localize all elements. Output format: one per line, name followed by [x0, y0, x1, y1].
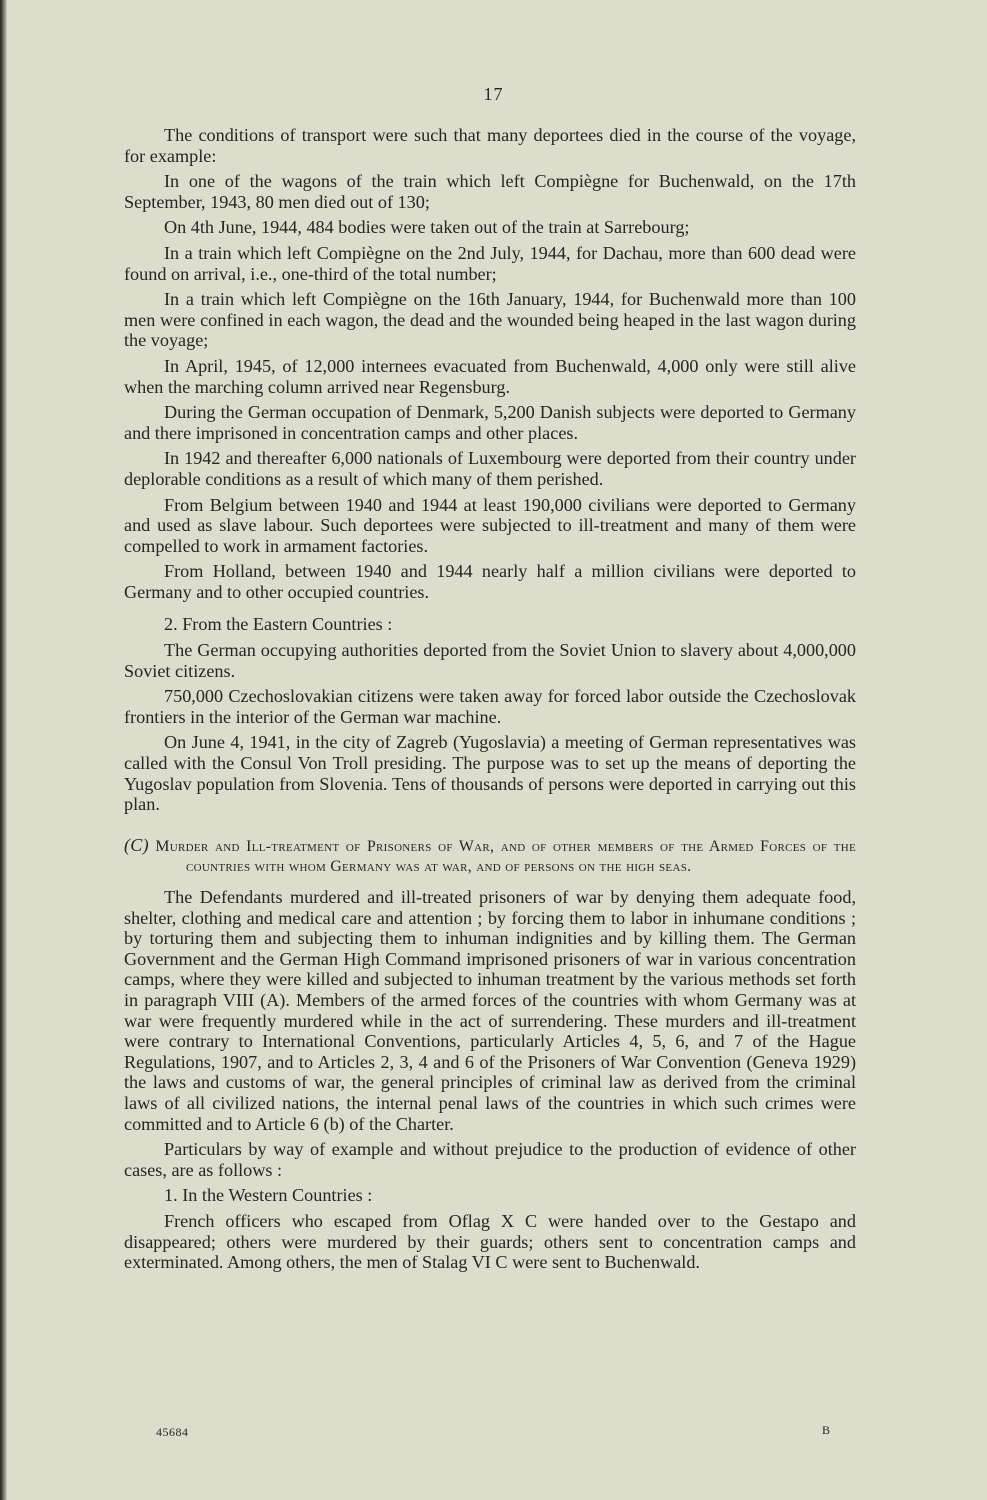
paragraph-belgium: From Belgium between 1940 and 1944 at least 190,000 civilians were deported to Germany and used as slave labour. Such deportees were subjected to ill-treatment and many of them were compelled to work in armament factories. — [124, 494, 856, 556]
paragraph-dachau: In a train which left Compiègne on the 2nd July, 1944, for Dachau, more than 600 dead were found on arrival, i.e., one-third of the total number; — [124, 242, 856, 284]
page-number: 17 — [483, 84, 504, 104]
paragraph-zagreb: On June 4, 1941, in the city of Zagreb (Yugoslavia) a meeting of German representatives was called with the Consul Von Troll presiding. The purpose was to set up the means of deporting the Yugoslav population from Slovenia. Tens of thousands of persons were deported in carrying out this plan. — [124, 732, 856, 815]
paragraph-luxembourg: In 1942 and thereafter 6,000 nationals of Luxembourg were deported from their country under deplorable conditions as a result of which many of them perished. — [124, 448, 856, 489]
paragraph-czechoslovakia: 750,000 Czechoslovakian citizens were taken away for forced labor outside the Czechoslovak frontiers in the interior of the German war machine. — [124, 686, 856, 727]
section-heading-text: Murder and Ill-treatment of Prisoners of War, and of other members of the Armed Forces of the countries with whom Germany was at war, and of persons on the high seas. — [155, 837, 857, 876]
paragraph-particulars: Particulars by way of example and without prejudice to the production of evidence of other cases, are as follows : — [124, 1139, 856, 1180]
paragraph-denmark: During the German occupation of Denmark, 5,200 Danish subjects were deported to Germany and there imprisoned in concentration camps and other places. — [124, 402, 856, 443]
paragraph-transport-conditions: The conditions of transport were such that many deportees died in the course of the voyage, for example: — [124, 125, 856, 166]
paragraph-soviet-union: The German occupying authorities deported from the Soviet Union to slavery about 4,000,000 Soviet citizens. — [124, 640, 856, 681]
paragraph-regensburg: In April, 1945, of 12,000 internees evacuated from Buchenwald, 4,000 only were still alive when the marching column arrived near Regensburg. — [124, 355, 856, 397]
paragraph-sarrebourg: On 4th June, 1944, 484 bodies were taken out of the train at Sarrebourg; — [164, 217, 690, 238]
footer-signature-mark: B — [822, 1423, 831, 1437]
subheading-eastern-countries: 2. From the Eastern Countries : — [164, 614, 393, 635]
page-edge-shadow — [0, 0, 7, 1500]
page-body — [124, 125, 856, 1278]
subheading-western-countries: 1. In the Western Countries : — [164, 1185, 373, 1206]
paragraph-holland: From Holland, between 1940 and 1944 nearly half a million civilians were deported to Germany and to other occupied countries. — [124, 561, 856, 602]
paragraph-defendants-murdered: The Defendants murdered and ill-treated prisoners of war by denying them adequate food, shelter, clothing and medical care and attention ; by forcing them to labor in inhumane conditions ; by torturing them and subjecting them to inhuman indignities and by killing them. The German Government and the German High Command imprisoned prisoners of war in various concentration camps, where they were killed and subjected to inhuman treatment by the various methods set forth in paragraph VIII (A). Members of the armed forces of the countries with whom Germany was at war were frequently murdered while in the act of surrendering. These murders and ill-treatment were contrary to International Conventions, particularly Articles 4, 5, 6, and 7 of the Hague Regulations, 1907, and to Articles 2, 3, 4 and 6 of the Prisoners of War Convention (Geneva 1929) the laws and customs of war, the general principles of criminal law as derived from the criminal laws of all civilized nations, the internal penal laws of the countries in which such crimes were committed and to Article 6 (b) of the Charter. — [124, 887, 856, 1134]
section-letter: (C) — [124, 834, 149, 855]
footer-print-code: 45684 — [156, 1425, 189, 1439]
paragraph-compiegne-1943: In one of the wagons of the train which left Compiègne for Buchenwald, on the 17th September, 1943, 80 men died out of 130; — [124, 171, 856, 212]
section-heading-c — [124, 835, 856, 878]
paragraph-compiegne-1944: In a train which left Compiègne on the 16th January, 1944, for Buchenwald more than 100 men were confined in each wagon, the dead and the wounded being heaped in the last wagon during the voyage; — [124, 289, 856, 351]
paragraph-french-officers: French officers who escaped from Oflag X C were handed over to the Gestapo and disappeared; others were murdered by their guards; others sent to concentration camps and exterminated. Among others, the men of Stalag VI C were sent to Buchenwald. — [124, 1210, 856, 1273]
